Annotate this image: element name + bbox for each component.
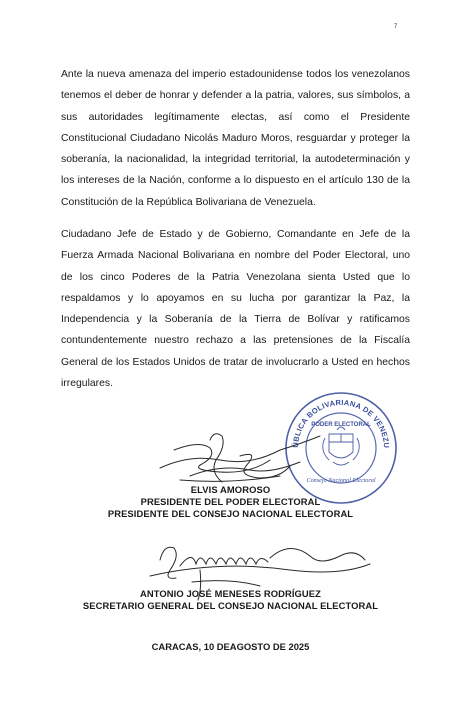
stamp-bottom-text: Consejo Nacional Electoral (306, 477, 376, 484)
place-and-date: CARACAS, 10 DEAGOSTO DE 2025 (151, 641, 310, 652)
paragraph-2: Ciudadano Jefe de Estado y de Gobierno, Comandante en Jefe de la Fuerza Armada Nacional Bolivariana en nombre del Poder Electoral, uno de los cinco Poderes de la Patria Venezolana sienta Usted que lo respaldamos y lo apoyamos en su lucha por garantizar la Paz, la Independencia y la Soberanía de la Tierra de Bolívar y ratificamos contundentemente nuestro rechazo a las pretensiones de la Fiscalía General de los Estados Unidos de tratar de involucrarlo a Usted en hechos irregulares. (61, 229, 410, 390)
page-number: 7 (394, 24, 398, 30)
signatory-2-title-1: SECRETARIO GENERAL DEL CONSEJO NACIONAL ELECTORAL (82, 600, 379, 611)
stamp-ring-text: REPÚBLICA BOLIVARIANA DE VENEZUELA (280, 383, 392, 449)
signatory-2-block (0, 588, 461, 612)
stamp-inner-text: PODER ELECTORAL (311, 422, 371, 428)
signatory-2-name: ANTONIO JOSÉ MENESES RODRÍGUEZ (140, 588, 321, 599)
signature-elvis-amoroso (150, 420, 350, 490)
signatory-1-title-1: PRESIDENTE DEL PODER ELECTORAL (140, 496, 321, 507)
signatory-1-title-2: PRESIDENTE DEL CONSEJO NACIONAL ELECTORAL (107, 508, 354, 519)
signatory-1-name: ELVIS AMOROSO (190, 484, 271, 495)
paragraph-1: Ante la nueva amenaza del imperio estadounidense todos los venezolanos tenemos el deber de honrar y defender a la patria, valores, sus símbolos, a sus autoridades legítimamente electas, así como el Presidente Constitucional Ciudadano Nicolás Maduro Moros, resguardar y proteger la soberanía, la nacionalidad, la integridad territorial, la autodeterminación y los intereses de la Nación, conforme a lo dispuesto en el artículo 130 de la Constitución de la República Bolivariana de Venezuela. (61, 69, 410, 208)
signatory-1-block (0, 484, 461, 520)
